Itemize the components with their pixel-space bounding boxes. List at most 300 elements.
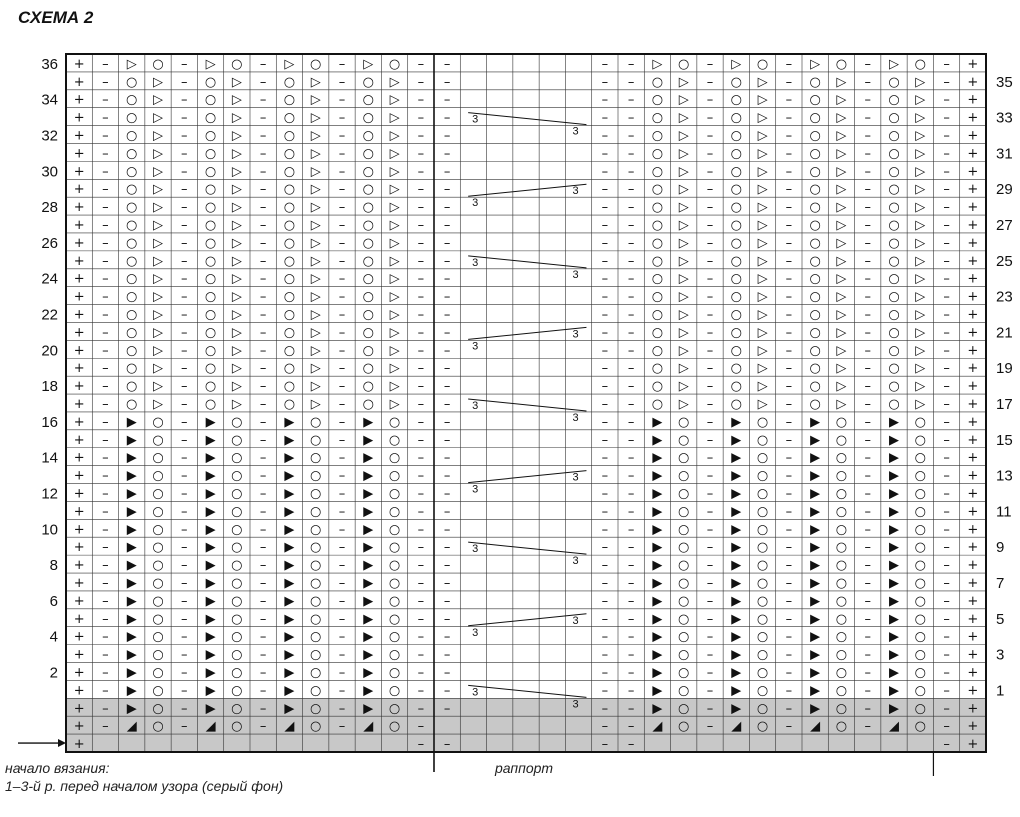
purl-stitch: – [627, 522, 635, 538]
purl-stitch: – [601, 92, 609, 108]
row-number-left: 20 [41, 342, 58, 360]
purl-stitch: – [785, 235, 793, 251]
decrease-symbol: ▶ [731, 504, 742, 520]
decrease-symbol: ▷ [153, 379, 163, 395]
yarn-over-symbol: ○ [678, 575, 690, 591]
yarn-over-symbol: ○ [730, 110, 742, 126]
purl-stitch: – [627, 432, 635, 448]
decrease-symbol: ▷ [310, 200, 321, 216]
twist-symbol: ◢ [731, 719, 742, 735]
decrease-symbol: ▷ [231, 128, 242, 144]
purl-stitch: – [102, 92, 109, 108]
decrease-symbol: ▷ [757, 235, 768, 251]
decrease-symbol: ▷ [678, 325, 689, 341]
decrease-symbol: ▶ [731, 629, 742, 645]
row-number-left: 2 [49, 664, 58, 682]
purl-stitch: – [627, 218, 635, 234]
yarn-over-symbol: ○ [388, 629, 401, 645]
row-number-left: 16 [41, 413, 58, 431]
purl-stitch: – [601, 558, 609, 574]
decrease-symbol: ▷ [389, 74, 400, 90]
purl-stitch: – [181, 486, 188, 502]
decrease-symbol: ▷ [231, 253, 242, 269]
knit-stitch: + [967, 164, 979, 180]
decrease-symbol: ▶ [810, 647, 821, 663]
purl-stitch: – [785, 343, 793, 359]
purl-stitch: – [338, 558, 346, 574]
purl-stitch: – [601, 522, 609, 538]
purl-stitch: – [417, 665, 425, 681]
decrease-symbol: ▷ [836, 397, 847, 412]
yarn-over-symbol: ○ [651, 289, 664, 305]
purl-stitch: – [706, 558, 714, 574]
purl-stitch: – [601, 665, 609, 681]
yarn-over-symbol: ○ [756, 56, 769, 72]
decrease-symbol: ▶ [652, 432, 663, 448]
purl-stitch: – [338, 182, 346, 198]
purl-stitch: – [338, 593, 346, 609]
knit-stitch: + [967, 629, 979, 645]
purl-stitch: – [417, 540, 425, 556]
purl-stitch: – [785, 683, 793, 699]
purl-stitch: – [259, 540, 267, 556]
row-number-right: 3 [996, 646, 1005, 664]
yarn-over-symbol: ○ [231, 665, 243, 681]
decrease-symbol: ▶ [205, 593, 216, 609]
purl-stitch: – [259, 128, 267, 144]
purl-stitch: – [864, 128, 871, 144]
decrease-symbol: ▶ [652, 504, 663, 520]
purl-stitch: – [417, 92, 425, 108]
row-number-right: 19 [996, 360, 1013, 378]
decrease-symbol: ▷ [678, 110, 689, 126]
decrease-symbol: ▶ [284, 522, 295, 538]
row-number-right: 21 [996, 324, 1013, 342]
decrease-symbol: ▶ [889, 629, 899, 645]
knit-stitch: + [967, 701, 979, 717]
yarn-over-symbol: ○ [152, 665, 164, 681]
purl-stitch: – [627, 74, 635, 90]
purl-stitch: – [417, 432, 425, 448]
row-number-left: 18 [41, 378, 58, 396]
purl-stitch: – [943, 397, 950, 412]
decrease-symbol: ▶ [205, 647, 216, 663]
row-number-right: 25 [996, 252, 1013, 270]
yarn-over-symbol: ○ [283, 379, 296, 395]
decrease-symbol: ▷ [153, 146, 163, 162]
purl-stitch: – [259, 397, 267, 412]
purl-stitch: – [627, 56, 635, 72]
purl-stitch: – [864, 271, 871, 287]
decrease-symbol: ▷ [389, 235, 400, 251]
purl-stitch: – [417, 164, 425, 180]
yarn-over-symbol: ○ [835, 593, 848, 609]
yarn-over-symbol: ○ [678, 504, 690, 520]
purl-stitch: – [338, 253, 346, 269]
purl-stitch: – [864, 361, 871, 377]
knit-stitch: + [73, 486, 85, 502]
yarn-over-symbol: ○ [809, 182, 821, 198]
yarn-over-symbol: ○ [914, 540, 926, 556]
knit-stitch: + [967, 558, 979, 574]
row-number-right: 27 [996, 217, 1013, 235]
yarn-over-symbol: ○ [730, 164, 742, 180]
yarn-over-symbol: ○ [362, 379, 374, 395]
decrease-symbol: ▷ [836, 307, 847, 323]
purl-stitch: – [627, 379, 635, 395]
decrease-symbol: ▶ [810, 450, 821, 466]
knit-stitch: + [967, 397, 979, 412]
purl-stitch: – [181, 235, 188, 251]
yarn-over-symbol: ○ [888, 146, 900, 162]
purl-stitch: – [102, 683, 109, 699]
purl-stitch: – [864, 486, 871, 502]
knit-stitch: + [967, 486, 979, 502]
row-number-right: 23 [996, 288, 1013, 306]
yarn-over-symbol: ○ [756, 683, 769, 699]
decrease-symbol: ▷ [389, 128, 400, 144]
purl-stitch: – [943, 146, 950, 162]
decrease-symbol: ▶ [652, 647, 663, 663]
purl-stitch: – [864, 397, 871, 412]
decrease-symbol: ▶ [284, 629, 295, 645]
purl-stitch: – [443, 361, 451, 377]
decrease-symbol: ▷ [836, 146, 847, 162]
purl-stitch: – [443, 575, 451, 591]
yarn-over-symbol: ○ [730, 325, 742, 341]
purl-stitch: – [102, 379, 109, 395]
decrease-symbol: ▷ [731, 56, 742, 72]
decrease-symbol: ▶ [284, 593, 295, 609]
yarn-over-symbol: ○ [310, 558, 322, 574]
knit-stitch: + [967, 414, 979, 430]
purl-stitch: – [601, 737, 609, 753]
purl-stitch: – [443, 200, 451, 216]
decrease-symbol: ▶ [363, 593, 374, 609]
yarn-over-symbol: ○ [204, 325, 217, 341]
purl-stitch: – [417, 146, 425, 162]
purl-stitch: – [706, 432, 714, 448]
yarn-over-symbol: ○ [756, 611, 769, 627]
decrease-symbol: ▷ [231, 307, 242, 323]
decrease-symbol: ▷ [836, 128, 847, 144]
yarn-over-symbol: ○ [888, 200, 900, 216]
yarn-over-symbol: ○ [152, 450, 164, 466]
decrease-symbol: ▷ [836, 271, 847, 287]
decrease-symbol: ▶ [205, 611, 216, 627]
cable-count-label: 3 [472, 113, 479, 126]
decrease-symbol: ▷ [678, 182, 689, 198]
decrease-symbol: ▷ [810, 56, 821, 72]
yarn-over-symbol: ○ [388, 593, 401, 609]
decrease-symbol: ▷ [678, 361, 689, 377]
decrease-symbol: ▷ [652, 56, 663, 72]
purl-stitch: – [181, 253, 188, 269]
purl-stitch: – [181, 701, 188, 717]
decrease-symbol: ▶ [652, 593, 663, 609]
decrease-symbol: ▶ [126, 593, 137, 609]
purl-stitch: – [864, 182, 871, 198]
cable-cross-line [468, 614, 586, 626]
decrease-symbol: ▷ [153, 397, 163, 412]
row-number-right: 5 [996, 610, 1005, 628]
yarn-over-symbol: ○ [756, 575, 769, 591]
yarn-over-symbol: ○ [835, 629, 848, 645]
decrease-symbol: ▶ [652, 468, 663, 484]
purl-stitch: – [417, 414, 425, 430]
decrease-symbol: ▶ [889, 558, 899, 574]
purl-stitch: – [943, 665, 950, 681]
yarn-over-symbol: ○ [204, 74, 217, 90]
purl-stitch: – [864, 200, 871, 216]
decrease-symbol: ▶ [731, 558, 742, 574]
purl-stitch: – [443, 110, 451, 126]
yarn-over-symbol: ○ [231, 647, 243, 663]
purl-stitch: – [864, 558, 871, 574]
cable-count-label: 3 [472, 197, 479, 210]
purl-stitch: – [864, 432, 871, 448]
knit-stitch: + [73, 629, 85, 645]
purl-stitch: – [443, 56, 451, 72]
yarn-over-symbol: ○ [231, 414, 243, 430]
purl-stitch: – [102, 504, 109, 520]
purl-stitch: – [181, 719, 188, 735]
decrease-symbol: ▶ [284, 432, 295, 448]
decrease-symbol: ▷ [231, 182, 242, 198]
decrease-symbol: ▷ [389, 110, 400, 126]
yarn-over-symbol: ○ [283, 253, 296, 269]
decrease-symbol: ▷ [915, 128, 926, 144]
row-number-right: 11 [996, 503, 1012, 521]
yarn-over-symbol: ○ [231, 432, 243, 448]
yarn-over-symbol: ○ [126, 361, 138, 377]
purl-stitch: – [338, 218, 346, 234]
knit-stitch: + [967, 522, 979, 538]
yarn-over-symbol: ○ [914, 450, 926, 466]
purl-stitch: – [338, 414, 346, 430]
yarn-over-symbol: ○ [388, 522, 401, 538]
decrease-symbol: ▷ [915, 235, 926, 251]
yarn-over-symbol: ○ [126, 343, 138, 359]
purl-stitch: – [864, 343, 871, 359]
yarn-over-symbol: ○ [283, 128, 296, 144]
knit-stitch: + [73, 737, 85, 753]
purl-stitch: – [102, 432, 109, 448]
yarn-over-symbol: ○ [756, 665, 769, 681]
purl-stitch: – [102, 218, 109, 234]
decrease-symbol: ▷ [757, 146, 768, 162]
knit-stitch: + [73, 575, 85, 591]
purl-stitch: – [181, 414, 188, 430]
purl-stitch: – [627, 271, 635, 287]
purl-stitch: – [785, 450, 793, 466]
row-number-right: 7 [996, 574, 1005, 592]
decrease-symbol: ▷ [310, 218, 321, 234]
decrease-symbol: ▶ [810, 558, 821, 574]
purl-stitch: – [259, 647, 267, 663]
decrease-symbol: ▶ [731, 468, 742, 484]
decrease-symbol: ▷ [915, 164, 926, 180]
decrease-symbol: ▶ [731, 701, 742, 717]
knit-stitch: + [73, 522, 85, 538]
purl-stitch: – [785, 92, 793, 108]
decrease-symbol: ▶ [205, 629, 216, 645]
yarn-over-symbol: ○ [388, 665, 401, 681]
decrease-symbol: ▶ [205, 432, 216, 448]
purl-stitch: – [864, 307, 871, 323]
purl-stitch: – [443, 414, 451, 430]
decrease-symbol: ▶ [363, 558, 374, 574]
decrease-symbol: ▶ [126, 575, 137, 591]
yarn-over-symbol: ○ [730, 271, 742, 287]
decrease-symbol: ▶ [363, 504, 374, 520]
row-number-left: 34 [41, 91, 58, 109]
knit-stitch: + [73, 307, 85, 323]
cable-count-label: 3 [472, 543, 479, 556]
decrease-symbol: ▷ [757, 218, 768, 234]
purl-stitch: – [785, 307, 793, 323]
purl-stitch: – [785, 271, 793, 287]
purl-stitch: – [443, 468, 451, 484]
purl-stitch: – [443, 92, 451, 108]
purl-stitch: – [181, 647, 188, 663]
purl-stitch: – [785, 128, 793, 144]
purl-stitch: – [706, 307, 714, 323]
purl-stitch: – [181, 56, 188, 72]
purl-stitch: – [943, 683, 950, 699]
yarn-over-symbol: ○ [362, 343, 374, 359]
knit-stitch: + [73, 74, 85, 90]
purl-stitch: – [601, 414, 609, 430]
yarn-over-symbol: ○ [756, 522, 769, 538]
purl-stitch: – [601, 468, 609, 484]
yarn-over-symbol: ○ [835, 414, 848, 430]
purl-stitch: – [102, 414, 109, 430]
decrease-symbol: ▶ [126, 468, 137, 484]
decrease-symbol: ▷ [310, 146, 321, 162]
yarn-over-symbol: ○ [651, 253, 664, 269]
purl-stitch: – [259, 271, 267, 287]
cable-count-label: 3 [472, 400, 479, 412]
purl-stitch: – [785, 74, 793, 90]
purl-stitch: – [102, 56, 109, 72]
purl-stitch: – [443, 665, 451, 681]
yarn-over-symbol: ○ [231, 611, 243, 627]
yarn-over-symbol: ○ [388, 701, 401, 717]
purl-stitch: – [627, 540, 635, 556]
purl-stitch: – [864, 683, 871, 699]
yarn-over-symbol: ○ [835, 504, 848, 520]
yarn-over-symbol: ○ [152, 558, 164, 574]
knit-stitch: + [73, 647, 85, 663]
start-caption: начало вязания: [5, 760, 110, 776]
purl-stitch: – [417, 128, 425, 144]
purl-stitch: – [338, 397, 346, 412]
knit-stitch: + [967, 432, 979, 448]
decrease-symbol: ▷ [757, 74, 768, 90]
decrease-symbol: ▷ [310, 271, 321, 287]
purl-stitch: – [259, 414, 267, 430]
decrease-symbol: ▷ [231, 146, 242, 162]
yarn-over-symbol: ○ [651, 110, 664, 126]
decrease-symbol: ▶ [652, 575, 663, 591]
decrease-symbol: ▶ [810, 522, 821, 538]
purl-stitch: – [627, 558, 635, 574]
decrease-symbol: ▶ [205, 486, 216, 502]
knit-stitch: + [73, 92, 85, 108]
yarn-over-symbol: ○ [283, 343, 296, 359]
purl-stitch: – [417, 289, 425, 305]
decrease-symbol: ▷ [889, 56, 899, 72]
yarn-over-symbol: ○ [388, 558, 401, 574]
yarn-over-symbol: ○ [651, 92, 664, 108]
purl-stitch: – [259, 325, 267, 341]
purl-stitch: – [943, 289, 950, 305]
yarn-over-symbol: ○ [126, 271, 138, 287]
decrease-symbol: ▶ [363, 486, 374, 502]
knit-stitch: + [73, 164, 85, 180]
knit-stitch: + [73, 593, 85, 609]
knit-stitch: + [967, 737, 979, 753]
decrease-symbol: ▶ [731, 522, 742, 538]
decrease-symbol: ▷ [231, 235, 242, 251]
yarn-over-symbol: ○ [809, 307, 821, 323]
decrease-symbol: ▷ [915, 200, 926, 216]
decrease-symbol: ▷ [310, 164, 321, 180]
purl-stitch: – [102, 647, 109, 663]
knit-stitch: + [73, 719, 85, 735]
purl-stitch: – [181, 289, 188, 305]
purl-stitch: – [443, 164, 451, 180]
yarn-over-symbol: ○ [888, 325, 900, 341]
purl-stitch: – [102, 701, 109, 717]
purl-stitch: – [785, 146, 793, 162]
yarn-over-symbol: ○ [310, 450, 322, 466]
purl-stitch: – [785, 379, 793, 395]
yarn-over-symbol: ○ [651, 271, 664, 287]
purl-stitch: – [443, 540, 451, 556]
yarn-over-symbol: ○ [362, 307, 374, 323]
knit-stitch: + [73, 397, 85, 412]
purl-stitch: – [181, 325, 188, 341]
yarn-over-symbol: ○ [914, 558, 926, 574]
yarn-over-symbol: ○ [888, 361, 900, 377]
purl-stitch: – [417, 271, 425, 287]
yarn-over-symbol: ○ [730, 146, 742, 162]
cable-count-label: 3 [572, 185, 579, 198]
yarn-over-symbol: ○ [362, 271, 374, 287]
purl-stitch: – [785, 486, 793, 502]
purl-stitch: – [259, 307, 267, 323]
purl-stitch: – [627, 343, 635, 359]
yarn-over-symbol: ○ [914, 56, 926, 72]
purl-stitch: – [181, 307, 188, 323]
purl-stitch: – [102, 325, 109, 341]
decrease-symbol: ▷ [915, 343, 926, 359]
knit-stitch: + [967, 146, 979, 162]
purl-stitch: – [706, 74, 714, 90]
knit-stitch: + [967, 200, 979, 216]
yarn-over-symbol: ○ [231, 450, 243, 466]
yarn-over-symbol: ○ [283, 164, 296, 180]
yarn-over-symbol: ○ [152, 683, 164, 699]
yarn-over-symbol: ○ [231, 522, 243, 538]
decrease-symbol: ▷ [678, 218, 689, 234]
purl-stitch: – [785, 593, 793, 609]
yarn-over-symbol: ○ [388, 719, 401, 735]
decrease-symbol: ▷ [310, 397, 321, 412]
knit-stitch: + [73, 665, 85, 681]
